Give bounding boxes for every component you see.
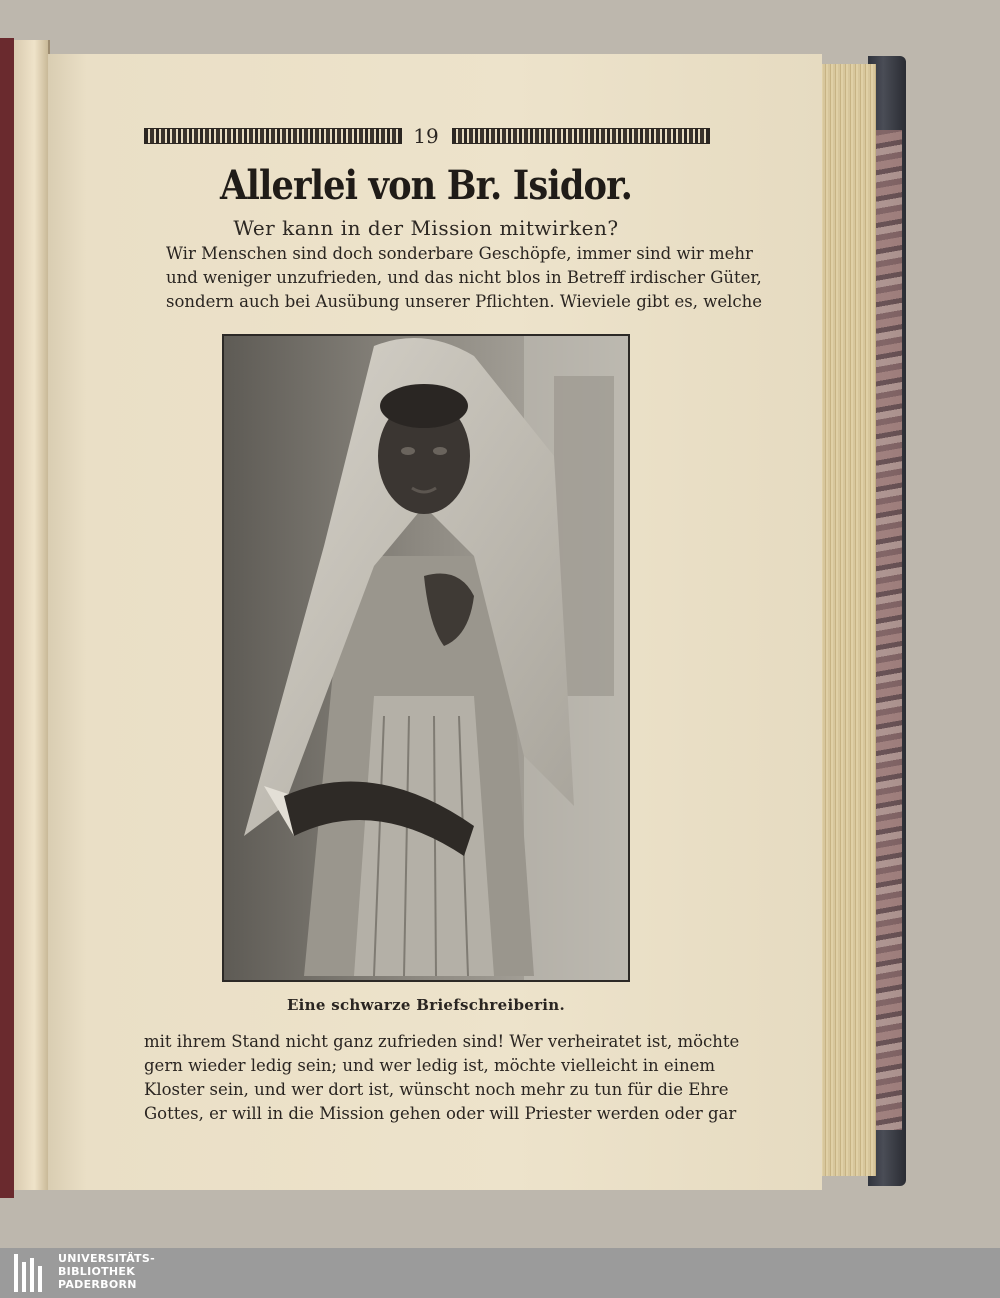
- paragraph-2-line: Gottes, er will in die Mission gehen oder will Priester werden oder gar: [144, 1104, 737, 1123]
- photo-caption: Eine schwarze Briefschreiberin.: [286, 996, 566, 1014]
- library-name-line: BIBLIOTHEK: [58, 1265, 136, 1278]
- paragraph-2-line: mit ihrem Stand nicht ganz zufrieden sind! Wer verheiratet ist, möchte: [144, 1032, 740, 1051]
- library-name: [58, 1252, 155, 1291]
- paragraph-2-line: gern wieder ledig sein; und wer ledig ist, möchte vielleicht in einem: [144, 1056, 715, 1075]
- article-title: Allerlei von Br. Isidor.: [220, 162, 632, 209]
- article-subtitle: Wer kann in der Mission mitwirken?: [233, 216, 619, 240]
- paragraph-2-line: Kloster sein, und wer dort ist, wünscht noch mehr zu tun für die Ehre: [144, 1080, 729, 1099]
- library-name-line: UNIVERSITÄTS-: [58, 1252, 155, 1265]
- library-name-line: PADERBORN: [58, 1278, 137, 1291]
- header-ornament-left: [144, 128, 402, 144]
- left-page-edge: [14, 40, 50, 1190]
- library-logo-icon: [14, 1254, 48, 1292]
- left-book-cover: [0, 38, 14, 1198]
- paragraph-1-line: Wir Menschen sind doch sonderbare Geschöpfe, immer sind wir mehr: [166, 244, 753, 263]
- portrait-photo: [222, 334, 630, 982]
- paragraph-1-line: und weniger unzufrieden, und das nicht blos in Betreff irdischer Güter,: [166, 268, 762, 287]
- paragraph-1: [144, 242, 762, 314]
- page-edges: [818, 64, 876, 1176]
- marbled-cover-edge: [874, 130, 902, 1130]
- page-number: 19: [413, 124, 439, 148]
- header-ornament-right: [452, 128, 710, 144]
- paragraph-1-line: sondern auch bei Ausübung unserer Pflichten. Wieviele gibt es, welche: [166, 292, 762, 311]
- library-footer-bar: [0, 1248, 1000, 1298]
- portrait-illustration: [224, 336, 628, 980]
- paragraph-2: [144, 1030, 740, 1126]
